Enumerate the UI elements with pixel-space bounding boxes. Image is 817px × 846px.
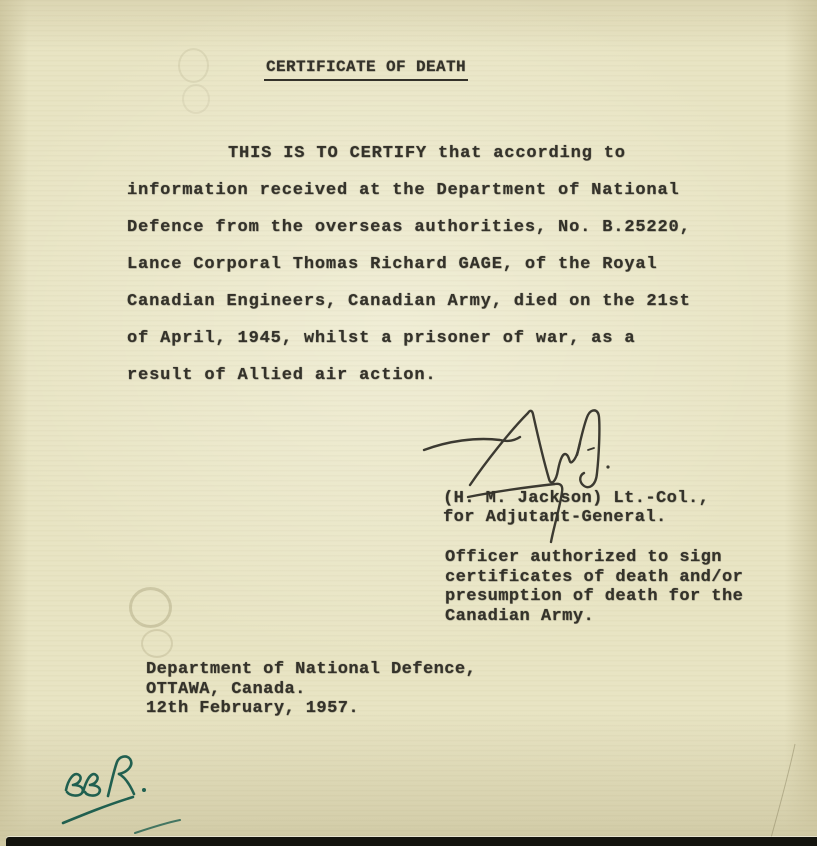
- scan-edge-bar: [6, 837, 817, 846]
- initials-underline: [63, 797, 133, 823]
- issuer-line: OTTAWA, Canada.: [146, 679, 306, 699]
- authorization-line: Officer authorized to sign: [445, 548, 722, 567]
- body-line: Lance Corporal Thomas Richard GAGE, of the Royal: [127, 255, 658, 274]
- body-line: Canadian Engineers, Canadian Army, died on the 21st: [127, 292, 691, 311]
- handwritten-initials: [45, 750, 205, 844]
- authorization-block: [445, 548, 743, 626]
- document-title: CERTIFICATE OF DEATH: [264, 58, 468, 81]
- initials-flourish: [135, 820, 180, 833]
- body-paragraph: [127, 135, 707, 394]
- body-line: information received at the Department of National: [127, 181, 680, 200]
- watermark-ring: [182, 84, 210, 114]
- signature-handwritten: [410, 393, 640, 553]
- initials-stroke: [83, 774, 100, 795]
- body-line: Defence from the overseas authorities, No. B.25220,: [127, 218, 691, 237]
- issuer-line: 12th February, 1957.: [146, 699, 360, 718]
- paper-crease: [768, 742, 798, 840]
- body-line: result of Allied air action.: [127, 366, 437, 385]
- signature-dot: [606, 465, 609, 468]
- authorization-line: Canadian Army.: [445, 606, 595, 626]
- signature-stroke: [470, 411, 580, 485]
- initials-stroke: [108, 756, 131, 796]
- initials-period: [142, 788, 146, 792]
- authorization-line: certificates of death and/or: [445, 567, 744, 587]
- signatory-name: (H. M. Jackson) Lt.-Col.,: [443, 489, 710, 508]
- signature-stroke: [577, 410, 599, 487]
- watermark-ring: [141, 629, 173, 658]
- signatory-block: [443, 489, 709, 527]
- initials-stroke: [66, 774, 83, 796]
- body-line: THIS IS TO CERTIFY that according to: [228, 144, 626, 163]
- signatory-role: for Adjutant-General.: [443, 508, 667, 527]
- authorization-line: presumption of death for the: [445, 587, 744, 606]
- issuer-block: [146, 660, 476, 719]
- body-line: of April, 1945, whilst a prisoner of war, as a: [127, 329, 636, 348]
- watermark-ring: [129, 587, 172, 628]
- signature-dash: [588, 448, 594, 450]
- issuer-line: Department of National Defence,: [146, 660, 477, 679]
- watermark-ring: [178, 48, 209, 83]
- initials-stroke: [119, 774, 134, 794]
